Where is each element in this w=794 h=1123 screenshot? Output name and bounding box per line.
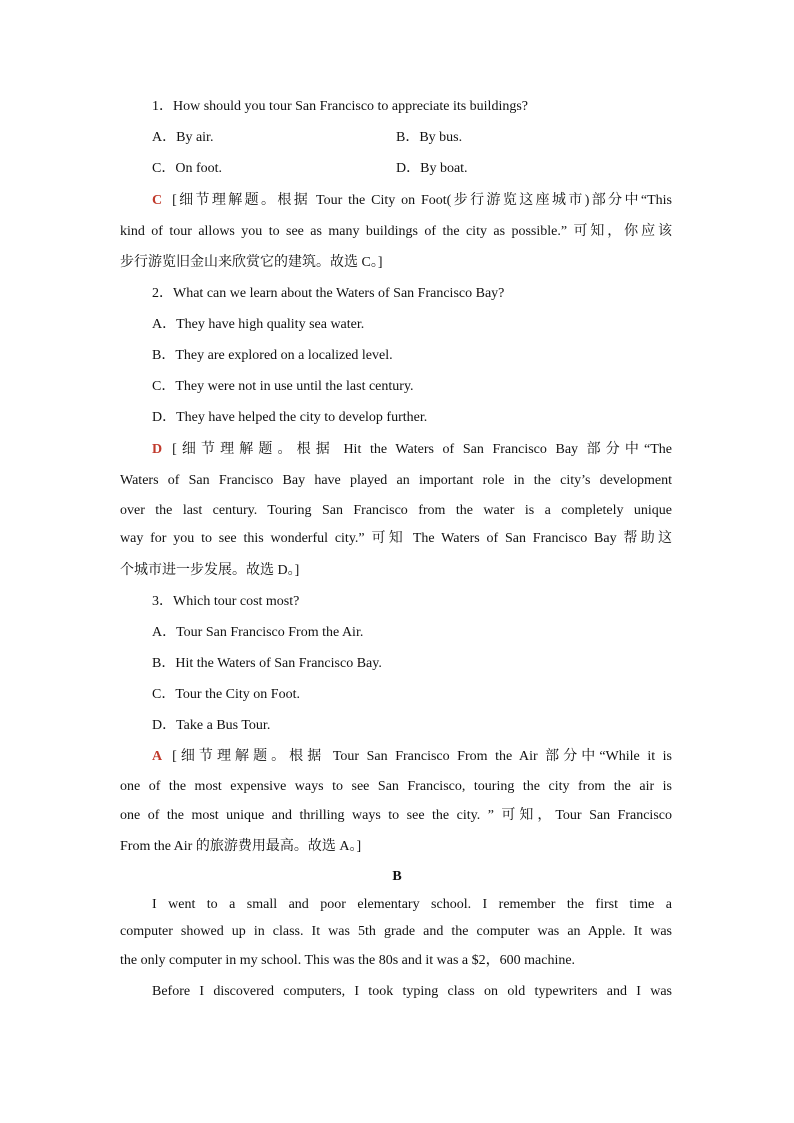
question-2-stem: 2．What can we learn about the Waters of San Francisco Bay? xyxy=(152,286,505,301)
question-2-explanation-line-4: way for you to see this wonderful city.” 可知 The Waters of San Francisco Bay 帮助这 xyxy=(120,531,672,546)
question-1-option-b: B．By bus. xyxy=(396,130,463,145)
question-3-option-d: D．Take a Bus Tour. xyxy=(152,718,271,733)
section-b-paragraph-1-line-1: I went to a small and poor elementary school. I remember the first time a xyxy=(152,897,672,912)
question-2-option-c: C．They were not in use until the last century. xyxy=(152,379,414,394)
section-b-paragraph-2-line-1: Before I discovered computers, I took typing class on old typewriters and I was xyxy=(152,984,672,999)
question-2-explanation-line-5: 个城市进一步发展。故选 D。] xyxy=(120,563,300,578)
section-b-paragraph-1-line-3: the only computer in my school. This was the 80s and it was a $2，600 machine. xyxy=(120,953,576,968)
question-3-explanation-line-3: one of the most unique and thrilling ways to see the city. ” 可知，Tour San Francisco xyxy=(120,808,672,823)
question-2-option-a: A．They have high quality sea water. xyxy=(152,317,365,332)
question-2-answer: D xyxy=(152,442,163,457)
section-b-heading: B xyxy=(392,869,402,884)
question-3-explanation-line-4: From the Air 的旅游费用最高。故选 A。] xyxy=(120,839,362,854)
question-2-option-b: B．They are explored on a localized level. xyxy=(152,348,393,363)
question-1-answer: C xyxy=(152,193,163,208)
question-3-option-c: C．Tour the City on Foot. xyxy=(152,687,300,702)
question-1-explanation-line-3: 步行游览旧金山来欣赏它的建筑。故选 C。] xyxy=(120,255,383,270)
question-3-option-a: A．Tour San Francisco From the Air. xyxy=(152,625,364,640)
question-2-option-d: D．They have helped the city to develop further. xyxy=(152,410,428,425)
question-2-explanation-line-3: over the last century. Touring San Francisco from the water is a completely unique xyxy=(120,503,672,518)
question-3-option-b: B．Hit the Waters of San Francisco Bay. xyxy=(152,656,382,671)
section-b-paragraph-1-line-2: computer showed up in class. It was 5th grade and the computer was an Apple. It was xyxy=(120,924,672,939)
question-3-answer: A xyxy=(152,749,163,764)
question-1-option-a: A．By air. xyxy=(152,130,214,145)
question-1-option-d: D．By boat. xyxy=(396,161,468,176)
question-1-explanation-line-2: kind of tour allows you to see as many buildings of the city as possible.” 可知，你应该 xyxy=(120,224,672,239)
question-2-explanation-line-1: D [细节理解题。根据 Hit the Waters of San Francisco Bay 部分中“The xyxy=(152,442,672,457)
question-1-explanation-line-1: C [细节理解题。根据 Tour the City on Foot(步行游览这座城市)部分中“This xyxy=(152,193,672,208)
question-1-option-c: C．On foot. xyxy=(152,161,222,176)
question-3-stem: 3．Which tour cost most? xyxy=(152,594,300,609)
question-3-explanation-line-1: A [细节理解题。根据 Tour San Francisco From the Air 部分中“While it is xyxy=(152,749,672,764)
question-1-stem: 1．How should you tour San Francisco to appreciate its buildings? xyxy=(152,99,528,114)
question-2-explanation-line-2: Waters of San Francisco Bay have played an important role in the city’s development xyxy=(120,473,672,488)
question-3-explanation-line-2: one of the most expensive ways to see San Francisco, touring the city from the air is xyxy=(120,779,672,794)
